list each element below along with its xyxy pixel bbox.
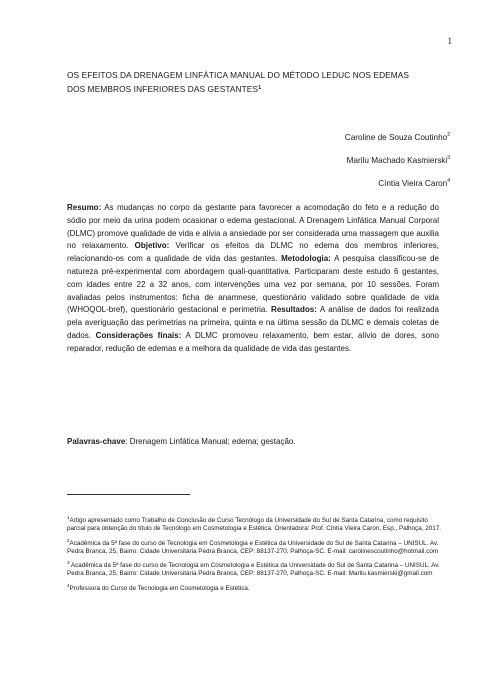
footnote-text: Professora do Curso de Tecnologia em Cosmetologia e Estética.: [69, 584, 250, 592]
footnote: [67, 582, 445, 593]
paper-title-text: OS EFEITOS DA DRENAGEM LINFÁTICA MANUAL DO MÉTODO LEDUC NOS EDEMAS DOS MEMBROS INFERIORES DAS GESTANTES: [67, 70, 410, 94]
consideracoes-text: A DLMC promoveu relaxamento, bem estar, alívio de dores, sono reparador, redução de edemas e a melhora da qualidade de vida das gestantes.: [67, 330, 439, 353]
objetivo-label: Objetivo:: [134, 241, 170, 251]
metodologia-label: Metodologia:: [281, 254, 331, 264]
resumo-label: Resumo:: [67, 203, 102, 212]
objetivo-text: Verificar os efeitos da DLMC no edema dos membros inferiores, relacionando-os com a qualidade de vida das gestantes.: [67, 241, 439, 264]
keywords-label: Palavras-chave: [67, 437, 126, 446]
footnote-ref: 2: [67, 537, 70, 543]
author-footnote-ref: 3: [447, 155, 450, 161]
author: [345, 171, 450, 194]
author-name: Marilu Machado Kasmierski: [346, 156, 448, 165]
footnote-ref: 4: [67, 582, 70, 588]
author-list: [345, 125, 450, 194]
resultados-label: Resultados:: [271, 305, 317, 315]
footnote: [67, 537, 445, 557]
resumo-text: As mudanças no corpo da gestante para favorecer a acomodação do feto e a redução do sódio por meio da urina podem ocasionar o edema gestacional. A Drenagem Linfática Manual Corporal (DLMC) promove qualidade de vida e alivia a ansiedade por ser considerada uma massagem que auxilia no relaxamento.: [67, 203, 439, 251]
metodologia-text: A pesquisa classificou-se de natureza pré-experimental com abordagem quali-quantitativa. Participaram deste estudo 6 gestantes, com idades entre 22 a 32 anos, com intervenções uma vez por semana, por 10 sessões. Foram avaliadas pelos instrumentos: ficha de anamnese, questionário validado sobre qualidade de vida (WHOQOL-bref), questionário gestacional e perimetria.: [67, 254, 439, 315]
title-footnote-ref: 1: [258, 84, 262, 91]
footnote-text: Artigo apresentado como Trabalho de Conclusão de Curso Tecnólogo da Universidade do Sul de Santa Catarina, como requisito parcial para obtenção do título de Tecnólogo em Cosmetologia e Estética. Orientadora: Prof. Cíntia Vieira Caron, Esp., Palhoça, 2017.: [67, 517, 441, 533]
resultados-text: A análise de dados foi realizada pela averiguação das perimetrias na primeira, quinta e na última sessão da DLMC e demais coletas de dados.: [67, 305, 440, 340]
consideracoes-label: Considerações finais:: [95, 330, 182, 340]
author-footnote-ref: 2: [447, 132, 450, 138]
keywords-text: : Drenagem Linfática Manual; edema; gestação.: [125, 437, 296, 446]
footnote-ref: 1: [67, 515, 70, 520]
author: [345, 148, 450, 171]
footnote: [67, 559, 445, 579]
paper-title: [67, 69, 427, 95]
footnote: [67, 514, 445, 534]
page-number: 1: [447, 36, 452, 46]
author-footnote-ref: 4: [447, 178, 450, 184]
footnotes: [67, 514, 445, 596]
author-name: Caroline de Souza Coutinho: [344, 133, 448, 142]
footnote-divider: [67, 494, 190, 495]
abstract: [67, 202, 439, 356]
author: [345, 125, 450, 148]
footnote-text: Acadêmica da 5ª fase do curso de Tecnologia em Cosmetologia e Estética da Universidade do Sul de Santa Catarina – UNISUL. Av. Pedra Branca, 25, Bairro: Cidade Universitária Pedra Branca, CEP: 88137-270, Palhoça-SC. E-mail: carolinescoutinho@hotmail.com: [67, 539, 439, 555]
keywords: [67, 437, 439, 446]
footnote-text: Acadêmica da 5ª fase do curso de Tecnologia em Cosmetologia e Estética da Universidade do Sul de Santa Catarina – UNISUL. Av. Pedra Branca, 25, Bairro: Cidade Universitária Pedra Branca, CEP: 88137-270, Palhoça-SC. E-mail: Marilu.kasmierski@gmail.com: [67, 562, 440, 578]
footnote-ref: 3: [67, 560, 70, 566]
author-name: Cíntia Vieira Caron: [378, 179, 448, 188]
